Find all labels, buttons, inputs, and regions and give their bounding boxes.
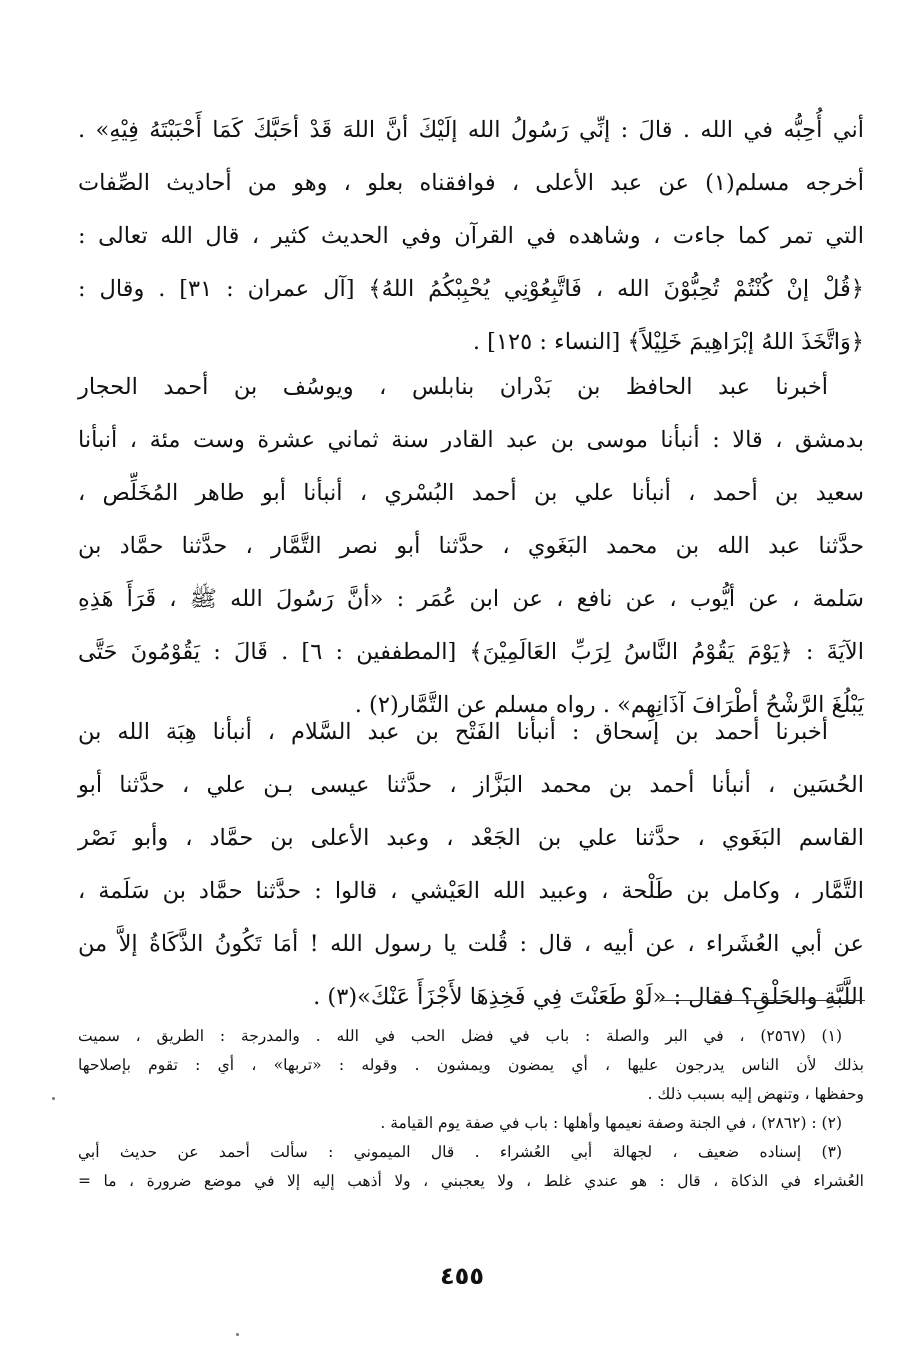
paragraph-1 [78, 104, 864, 369]
text-line: أخبرنا أحمد بن إسحاق : أنبأنا الفَتْح بن عبد السَّلام ، أنبأنا هِبَة الله بن [78, 719, 828, 745]
footnote-line: (٢) : (٢٨٦٢) ، في الجنة وصفة نعيمها وأهلها : باب في صفة يوم القيامة . [380, 1114, 842, 1132]
text-line: القاسم البَغَوي ، حدَّثنا علي بن الجَعْد ، وعبد الأعلى بن حمَّاد ، وأبو نَصْر [78, 825, 864, 851]
text-line: عن أبي العُشَراء ، عن أبيه ، قال : قُلت يا رسول الله ! أمَا تَكُونُ الذَّكَاةُ إلاَّ من [78, 931, 864, 957]
scan-speck [52, 1097, 55, 1100]
text-line: التَّمَّار ، وكامل بن طَلْحة ، وعبيد الله العَيْشي ، قالوا : حدَّثنا حمَّاد بن سَلَمة ، [78, 878, 864, 904]
paragraph-2 [78, 361, 864, 732]
text-line: سعيد بن أحمد ، أنبأنا علي بن أحمد البُسْري ، أنبأنا أبو طاهر المُخَلِّص ، [78, 480, 864, 506]
text-line: الحُسَين ، أنبأنا أحمد بن محمد البَزَّاز ، حدَّثنا عيسى بـن علي ، حدَّثنا أبو [78, 772, 864, 798]
text-line: ﴿قُلْ إنْ كُنْتُمْ تُحِبُّوْنَ الله ، فَاتَّبِعُوْنِي يُحْبِبْكُمُ اللهُ﴾ [آل عمران : ٣١] . وقال : [78, 276, 864, 302]
footnote-line: بذلك لأن الناس يدرجون عليها ، أي يمضون ويمشون . وقوله : «تربها» ، أي : تقوم بإصلاحها [78, 1056, 864, 1074]
text-line: أخرجه مسلم(١) عن عبد الأعلى ، فوافقناه بعلو ، وهو من أحاديث الصِّفات [78, 170, 864, 196]
text-line: حدَّثنا عبد الله بن محمد البَغَوي ، حدَّثنا أبو نصر التَّمَّار ، حدَّثنا حمَّاد بن [78, 533, 864, 559]
scan-speck [236, 1333, 239, 1336]
text-line: الآيَةَ : ﴿يَوْمَ يَقُوْمُ النَّاسُ لِرَبِّ العَالَمِيْنَ﴾ [المطففين : ٦] . قَالَ : يَقُوْمُونَ حَتَّى [78, 639, 864, 665]
paragraph-3 [78, 706, 864, 1024]
footnote-line: العُشراء في الذكاة ، قال : هو عندي غلط ، ولا يعجبني ، ولا أذهب إليه إلا في موضع ضرورة ، ما = [78, 1172, 864, 1190]
text-line: اللَّبَّةِ والحَلْقِ؟ فقال : «لَوْ طَعَنْتَ فِي فَخِذِهَا لأَجْزَأَ عَنْكَ»(٣) . [313, 984, 864, 1010]
footnote-line: وحفظها ، وتنهض إليه بسبب ذلك . [647, 1085, 864, 1103]
page-number: ٤٥٥ [440, 1262, 484, 1290]
text-line: ﴿وَاتَّخَذَ اللهُ إبْرَاهِيمَ خَلِيْلاً﴾ [النساء : ١٢٥] . [472, 329, 864, 355]
text-line: سَلمة ، عن أيُّوب ، عن نافع ، عن ابن عُمَر : «أنَّ رَسُولَ الله ﷺ ، قَرَأَ هَذِهِ [78, 586, 864, 612]
text-line: يَبْلُغَ الرَّشْحُ أطْرَافَ آذَانِهِم» . رواه مسلم عن التَّمَّار(٢) . [354, 692, 864, 718]
text-line: التي تمر كما جاءت ، وشاهده في القرآن وفي الحديث كثير ، قال الله تعالى : [78, 223, 864, 249]
footnote-line: (٣) إسناده ضعيف ، لجهالة أبي العُشراء . قال الميموني : سألت أحمد عن حديث أبي [78, 1143, 842, 1161]
text-line: أني أُحِبُّه في الله . قالَ : إنِّي رَسُولُ الله إلَيْكَ أنَّ اللهَ قَدْ أحَبَّكَ كَمَا أَحْبَبْتَهُ فِيْهِ» . [78, 117, 864, 143]
text-line: بدمشق ، قالا : أنبأنا موسى بن عبد القادر سنة ثماني عشرة وست مئة ، أنبأنا [78, 427, 864, 453]
footnote-line: (١) (٢٥٦٧) ، في البر والصلة : باب في فضل الحب في الله . والمدرجة : الطريق ، سميت [78, 1027, 842, 1045]
footnote-divider [661, 1000, 865, 1001]
text-line: أخبرنا عبد الحافظ بن بَدْران بنابلس ، ويوسُف بن أحمد الحجار [78, 374, 828, 400]
footnotes [78, 1022, 864, 1196]
